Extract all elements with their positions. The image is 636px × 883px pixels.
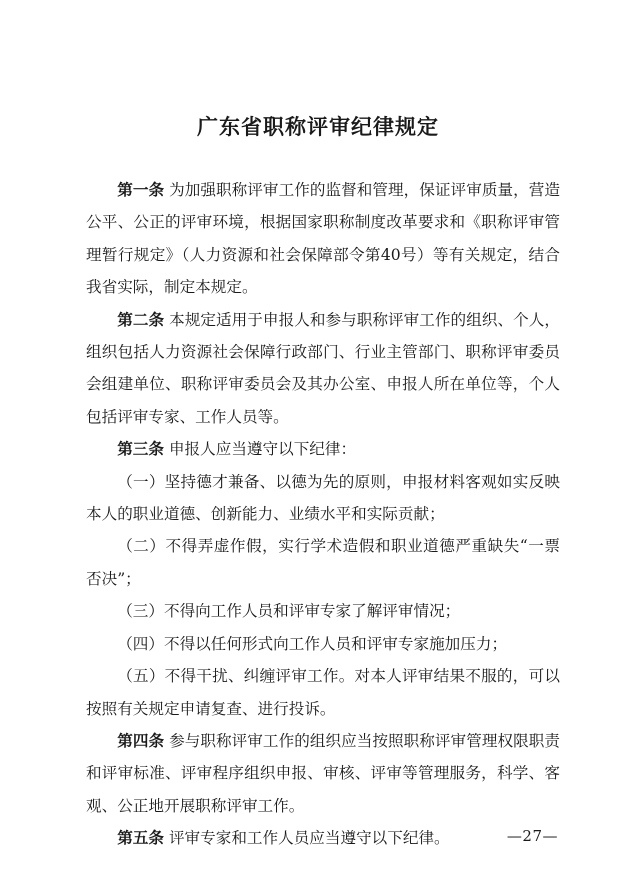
paragraph-text: （三）不得向工作人员和评审专家了解评审情况； xyxy=(117,602,461,621)
paragraph-text: （五）不得干扰、纠缠评审工作。对本人评审结果不服的，可以按照有关规定申请复查、进行投诉。 xyxy=(86,667,560,718)
article-label: 第一条 xyxy=(117,181,165,199)
article-4-paragraph xyxy=(86,725,560,822)
clause-3-paragraph xyxy=(86,595,560,627)
clause-5-paragraph xyxy=(86,660,560,725)
document-body xyxy=(86,174,560,855)
paragraph-text: 评审专家和工作人员应当遵守以下纪律。 xyxy=(168,829,450,848)
clause-2-paragraph xyxy=(86,530,560,595)
clause-1-paragraph xyxy=(86,466,560,531)
article-label: 第二条 xyxy=(117,310,165,329)
article-1-paragraph xyxy=(86,174,560,304)
article-label: 第三条 xyxy=(117,440,164,459)
paragraph-text: （一）坚持德才兼备、以德为先的原则，申报材料客观如实反映本人的职业道德、创新能力、业绩水平和实际贡献； xyxy=(86,472,560,524)
paragraph-text: 参与职称评审工作的组织应当按照职称评审管理权限职责和评审标准、评审程序组织申报、审核、评审等管理服务，科学、客观、公正地开展职称评审工作。 xyxy=(86,731,560,815)
article-2-paragraph xyxy=(86,304,560,434)
article-label: 第四条 xyxy=(117,731,165,750)
paragraph-text: （四）不得以任何形式向工作人员和评审专家施加压力； xyxy=(117,634,508,653)
article-5-paragraph xyxy=(86,822,560,854)
paragraph-text: 申报人应当遵守以下纪律： xyxy=(168,440,357,459)
paragraph-text: 为加强职称评审工作的监督和管理，保证评审质量，营造公平、公正的评审环境，根据国家职称制度改革要求和《职称评审管理暂行规定》（人力资源和社会保障部令第40号）等有关规定，结合我省实际，制定本规定。 xyxy=(86,181,560,297)
document-title: 广东省职称评审纪律规定 xyxy=(197,114,439,139)
paragraph-text: 本规定适用于申报人和参与职称评审工作的组织、个人，组织包括人力资源社会保障行政部门、行业主管部门、职称评审委员会组建单位、职称评审委员会及其办公室、申报人所在单位等，个人包括评审专家、工作人员等。 xyxy=(86,310,560,426)
article-3-paragraph xyxy=(86,433,560,465)
page-number: —27— xyxy=(506,827,558,845)
article-label: 第五条 xyxy=(117,829,164,848)
paragraph-text: （二）不得弄虚作假，实行学术造假和职业道德严重缺失“一票否决”； xyxy=(86,537,560,588)
clause-4-paragraph xyxy=(86,628,560,660)
